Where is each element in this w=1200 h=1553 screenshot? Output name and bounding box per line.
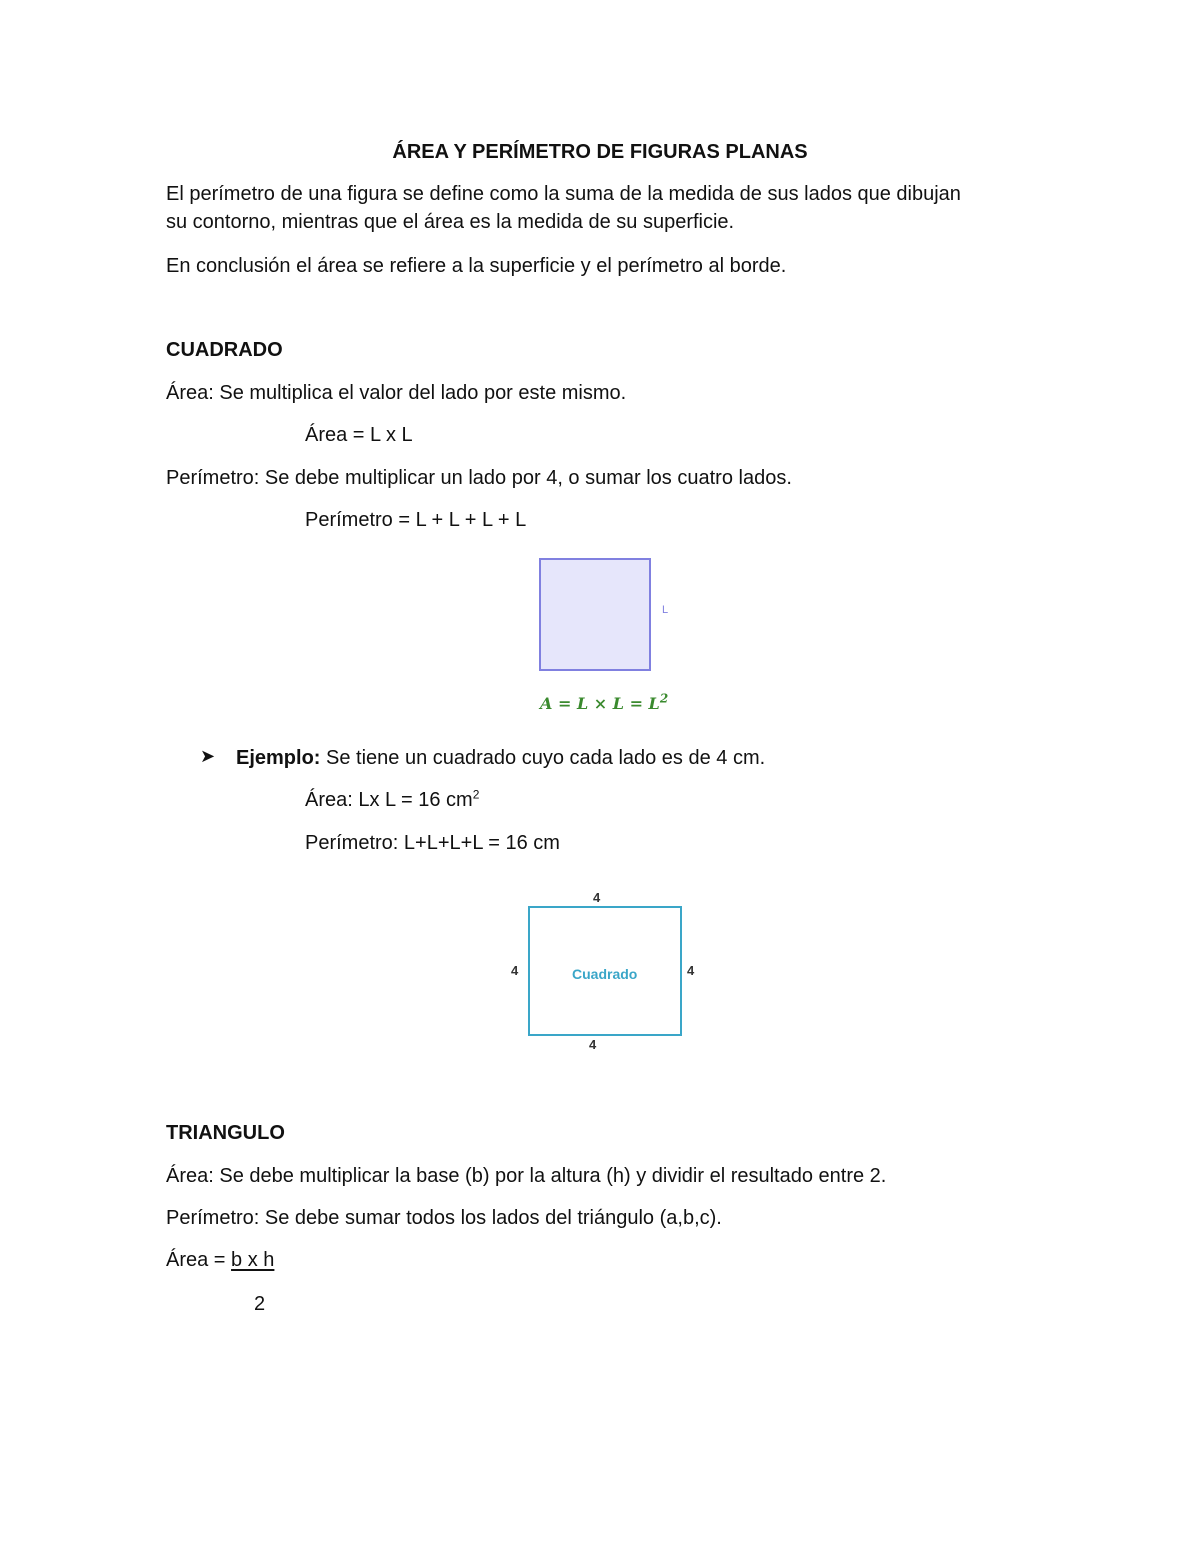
cuadrado-perimeter-formula: Perímetro = L + L + L + L xyxy=(305,509,527,531)
triangulo-perimeter-description: Perímetro: Se debe sumar todos los lados del triángulo (a,b,c). xyxy=(166,1207,722,1229)
square-area-formula-figure xyxy=(540,692,668,716)
intro-conclusion: En conclusión el área se refiere a la superficie y el perímetro al borde. xyxy=(166,255,787,277)
cuadrado-heading: CUADRADO xyxy=(166,339,283,361)
formula-text: A = L × L = L xyxy=(540,694,660,713)
right-side-label: 4 xyxy=(687,963,695,978)
side-label-l: L xyxy=(662,604,669,616)
example-perimeter: Perímetro: L+L+L+L = 16 cm xyxy=(305,832,560,854)
example-area-text: Área: Lx L = 16 cm xyxy=(305,789,473,811)
square-shape xyxy=(540,559,650,670)
bottom-side-label: 4 xyxy=(589,1037,597,1052)
triangulo-area-description: Área: Se debe multiplicar la base (b) por la altura (h) y dividir el resultado entre 2. xyxy=(166,1165,887,1187)
triangulo-area-formula xyxy=(166,1248,274,1272)
triangulo-heading: TRIANGULO xyxy=(166,1122,285,1144)
arrow-bullet-icon: ➤ xyxy=(200,746,216,766)
example-text: Se tiene un cuadrado cuyo cada lado es de 4 cm. xyxy=(320,747,766,769)
area-prefix: Área = xyxy=(166,1249,232,1271)
intro-line-1: El perímetro de una figura se define como la suma de la medida de sus lados que dibujan xyxy=(166,183,961,205)
square-center-label: Cuadrado xyxy=(572,966,638,982)
example-line xyxy=(236,746,765,770)
left-side-label: 4 xyxy=(511,963,519,978)
example-label: Ejemplo: xyxy=(236,747,321,769)
cuadrado-area-description: Área: Se multiplica el valor del lado por este mismo. xyxy=(166,382,627,404)
formula-numerator: b x h xyxy=(231,1249,275,1271)
formula-denominator: 2 xyxy=(254,1293,266,1315)
top-side-label: 4 xyxy=(593,890,601,905)
cuadrado-area-formula: Área = L x L xyxy=(305,424,413,446)
page-title: ÁREA Y PERÍMETRO DE FIGURAS PLANAS xyxy=(392,141,808,163)
formula-exponent: 2 xyxy=(659,691,669,706)
intro-line-2: su contorno, mientras que el área es la medida de su superficie. xyxy=(166,211,735,233)
cuadrado-perimeter-description: Perímetro: Se debe multiplicar un lado por 4, o sumar los cuatro lados. xyxy=(166,467,792,489)
example-area-exponent: 2 xyxy=(472,787,480,802)
example-area xyxy=(305,788,479,812)
